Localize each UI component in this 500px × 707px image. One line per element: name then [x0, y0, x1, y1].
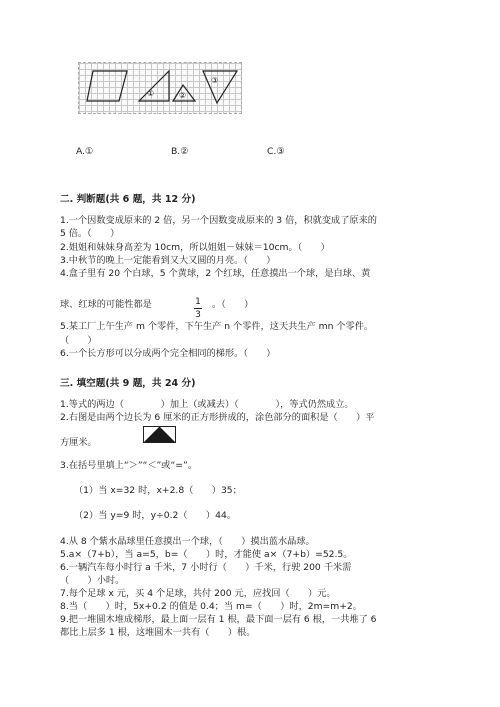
- s3-q3: 3.在括号里填上“＞”“＜”或“=”。: [60, 460, 197, 471]
- triangle-shape-3: [203, 71, 237, 103]
- figure-label-2: ②: [179, 91, 187, 100]
- section2-title: 二. 判断题(共 6 题，共 12 分): [60, 194, 196, 205]
- s3-q3-part1: （1）当 x=32 时，x+2.8（ ）35；: [74, 485, 242, 496]
- s2-q4-line2-end: 。（ ）: [212, 299, 254, 310]
- s3-q7: 7.每个足球 x 元，买 4 个足球，共付 200 元，应找回（ ）元。: [60, 588, 336, 599]
- fraction-numerator: 1: [195, 297, 201, 307]
- s3-q9-line2: 都比上层多 1 根，这堆圆木一共有（ ）根。: [60, 627, 256, 638]
- s3-q1: 1.等式的两边（ ）加上（或减去）（ ），等式仍然成立。: [60, 399, 354, 410]
- figure-label-1: ①: [147, 89, 155, 98]
- choice-a[interactable]: A.①: [76, 146, 94, 157]
- figure-label-3: ③: [211, 76, 219, 85]
- choice-b[interactable]: B.②: [171, 146, 189, 157]
- s3-q2-line2: 方厘米。: [60, 437, 97, 448]
- s3-q3-part2: （2）当 y=9 时，y÷0.2（ ）44。: [74, 510, 236, 521]
- s2-q2: 2.姐姐和妹妹身高差为 10cm，所以姐姐－妹妹＝10cm。（ ）: [60, 242, 330, 253]
- s3-q8: 8.当（ ）时，5x+0.2 的值是 0.4；当 m=（ ）时，2m=m+2。: [60, 601, 362, 612]
- s2-q6: 6.一个长方形可以分成两个完全相同的梯形。（ ）: [60, 348, 276, 359]
- s3-q9-line1: 9.把一堆圆木堆成梯形，最上面一层有 1 根，最下面一层有 6 根，一共堆了 6: [60, 614, 377, 625]
- s2-q5-line1: 5.某工厂上午生产 m 个零件，下午生产 n 个零件，这天共生产 mn 个零件。: [60, 321, 374, 332]
- s2-q5-line2: （ ）: [60, 335, 97, 346]
- fraction-bar: [194, 308, 202, 309]
- section3-title: 三. 填空题(共 9 题，共 24 分): [60, 378, 196, 389]
- fraction-denominator: 3: [195, 310, 201, 320]
- s3-q5: 5.a×（7+b），当 a=5，b=（ ）时，才能使 a×（7+b）=52.5。: [60, 549, 353, 560]
- shaded-triangle: [144, 427, 176, 443]
- s3-q2-line1: 2.右图是由两个边长为 6 厘米的正方形拼成的，涂色部分的面积是（ ）平: [60, 412, 375, 423]
- s2-q3: 3.中秋节的晚上一定能看到又大又圆的月亮。（ ）: [60, 255, 276, 266]
- s2-q4-line2: 球、红球的可能性都是: [60, 299, 152, 310]
- fraction-one-third: [194, 297, 202, 320]
- s3-q4: 4.从 8 个紫水晶球里任意摸出一个球，（ ）摸出蓝水晶球。: [60, 536, 315, 547]
- s2-q1-line2: 5 倍。（ ）: [60, 228, 120, 239]
- choice-c[interactable]: C.③: [267, 146, 285, 157]
- parallelogram-shape: [87, 71, 127, 101]
- shapes-drawing: [79, 63, 241, 113]
- s2-q1-line1: 1.一个因数变成原来的 2 倍，另一个因数变成原来的 3 倍，积就变成了原来的: [60, 215, 377, 226]
- s3-q6-line1: 6.一辆汽车每小时行 a 千米，7 小时行（ ）千米，行驶 200 千米需: [60, 562, 352, 573]
- s3-q6-line2: （ ）小时。: [60, 575, 125, 586]
- s2-q4-line1: 4.盒子里有 20 个白球，5 个黄球，2 个红球，任意摸出一个球，是白球、黄: [60, 268, 371, 279]
- shapes-figure: [78, 62, 242, 114]
- shaded-squares-figure: [143, 426, 178, 443]
